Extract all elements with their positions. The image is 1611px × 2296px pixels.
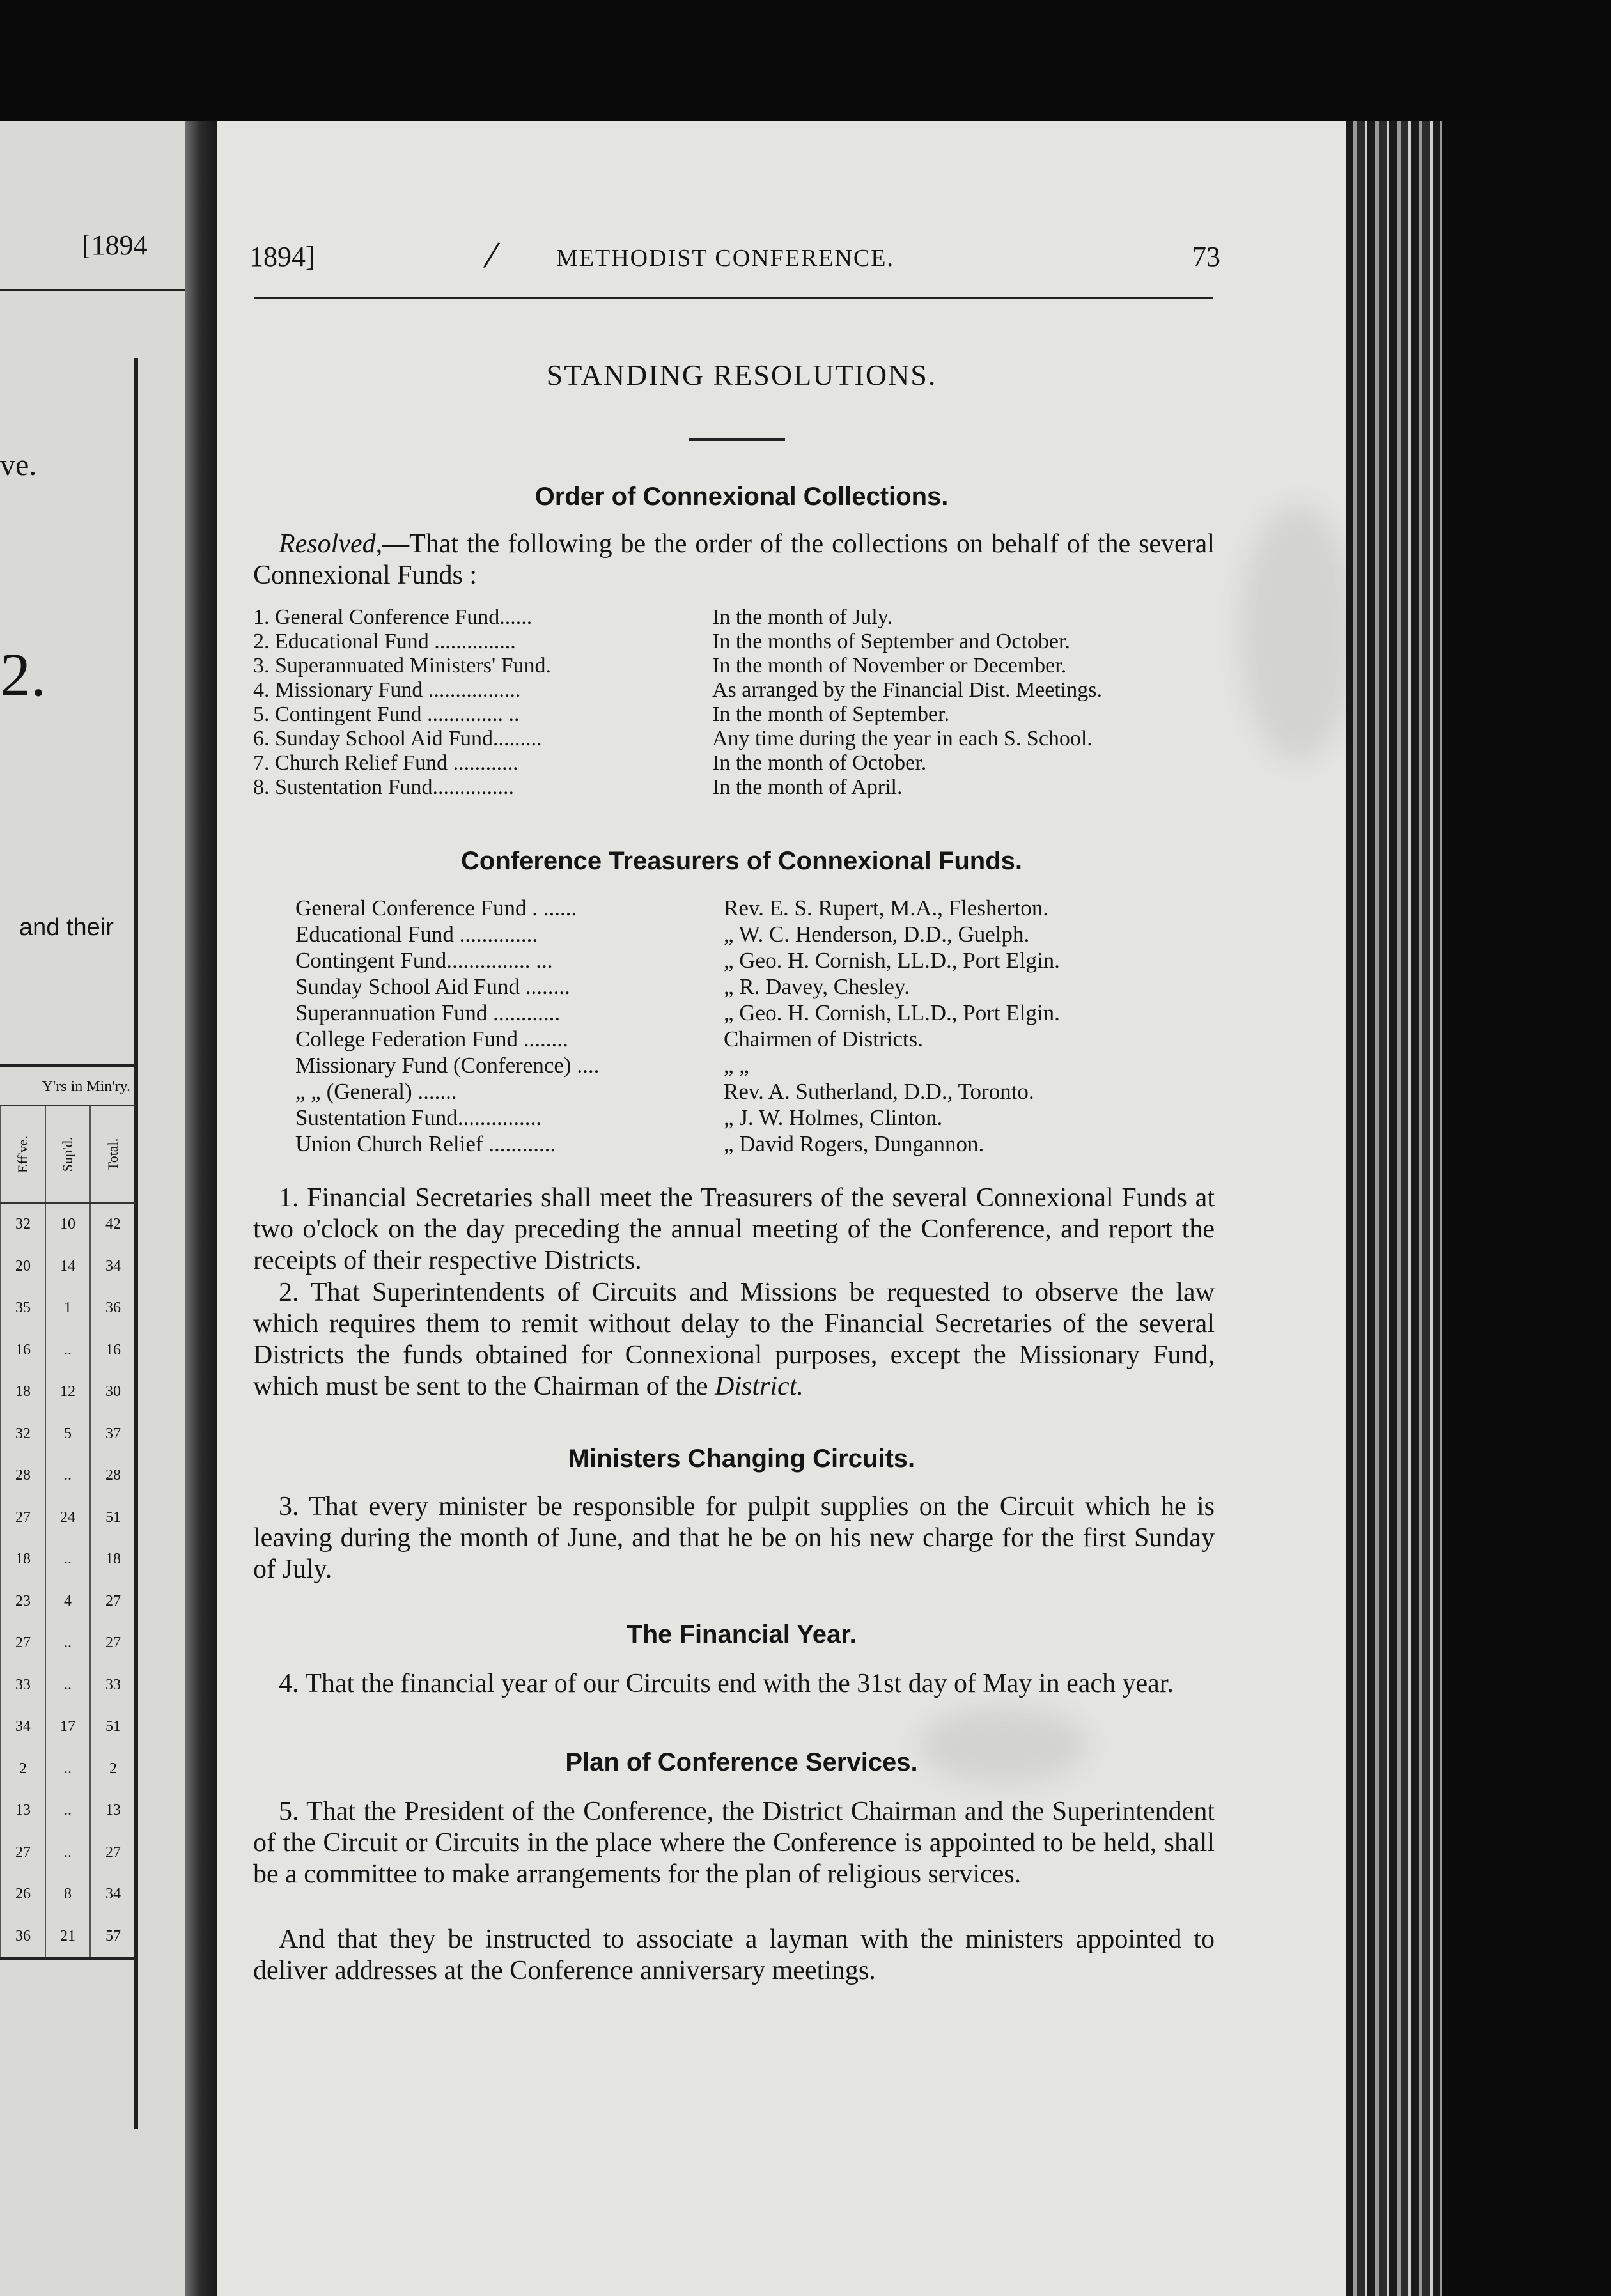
table-row xyxy=(0,1497,136,1539)
table-cell: .. xyxy=(45,1832,90,1874)
list-item xyxy=(295,947,1216,973)
fund-name: Union Church Relief ............ xyxy=(295,1131,556,1156)
table-cell: 28 xyxy=(90,1455,136,1497)
list-item xyxy=(295,1105,1216,1131)
title-rule xyxy=(689,438,785,441)
fund-name: 8. Sustentation Fund............... xyxy=(253,775,515,799)
fund-value: In the month of July. xyxy=(712,605,893,629)
fund-value: „ W. C. Henderson, D.D., Guelph. xyxy=(724,922,1030,947)
fund-name: General Conference Fund . ...... xyxy=(295,896,577,920)
table-row xyxy=(0,1246,136,1288)
fund-value: „ J. W. Holmes, Clinton. xyxy=(724,1105,943,1130)
table-cell: 5 xyxy=(45,1413,90,1455)
table-cell: 20 xyxy=(0,1246,45,1288)
collections-heading: Order of Connexional Collections. xyxy=(534,483,949,511)
resolution-1: 1. Financial Secretaries shall meet the Treasurers of the several Connexional Funds at two o'clock on the day preceding the annual meeting of the Conference, and report the receipts of their respective Districts. xyxy=(253,1183,1215,1275)
running-title: METHODIST CONFERENCE. xyxy=(556,245,894,272)
list-item xyxy=(253,775,1215,800)
list-item xyxy=(295,1000,1216,1026)
previous-page-fragment-2: 2. xyxy=(0,640,46,709)
fund-name: 5. Contingent Fund .............. .. xyxy=(253,702,520,726)
fund-name: 6. Sunday School Aid Fund......... xyxy=(253,727,542,750)
fund-name: College Federation Fund ........ xyxy=(295,1027,568,1051)
table-cell: 34 xyxy=(0,1706,45,1748)
plan-heading: Plan of Conference Services. xyxy=(565,1748,918,1776)
table-cell: 2 xyxy=(90,1748,136,1790)
table-cell: 23 xyxy=(0,1581,45,1623)
table-row xyxy=(0,1790,136,1832)
resolution-3: 3. That every minister be responsible for pulpit supplies on the Circuit which he is leaving during the month of June, and that he be on his new charge for the first Sunday of July. xyxy=(253,1492,1215,1584)
resolution-5: 5. That the President of the Conference, the District Chairman and the Superintendent of the Circuit or Circuits in the place where the Conference is appointed to be held, shall be a committee to make arrangements for the plan of religious services. xyxy=(253,1797,1215,1889)
table-cell: 14 xyxy=(45,1246,90,1288)
table-cell: 33 xyxy=(90,1664,136,1707)
table-cell: 16 xyxy=(0,1330,45,1372)
column-effective: Eff've. xyxy=(0,1106,45,1202)
background-dark xyxy=(1442,121,1611,2296)
previous-page-header: [1894 xyxy=(82,229,148,261)
fund-name: Educational Fund .............. xyxy=(295,922,538,947)
fund-value: As arranged by the Financial Dist. Meetings. xyxy=(712,678,1102,702)
table-cell: 13 xyxy=(0,1790,45,1832)
table-cell: .. xyxy=(45,1539,90,1581)
header-rule xyxy=(254,297,1213,299)
table-cell: 27 xyxy=(0,1497,45,1539)
table-cell: .. xyxy=(45,1455,90,1497)
table-cell: 24 xyxy=(45,1497,90,1539)
table-cell: 27 xyxy=(90,1832,136,1874)
table-cell: .. xyxy=(45,1622,90,1664)
treasurers-list xyxy=(295,895,1216,1157)
fund-value: „ R. Davey, Chesley. xyxy=(724,974,910,999)
column-superannuated: Sup'd. xyxy=(45,1106,90,1202)
table-cell: 34 xyxy=(90,1873,136,1916)
paper-stain xyxy=(1240,505,1355,761)
table-cell: 37 xyxy=(90,1413,136,1455)
table-cell: 36 xyxy=(0,1916,45,1958)
fund-value: Rev. A. Sutherland, D.D., Toronto. xyxy=(724,1079,1034,1104)
list-item xyxy=(295,1026,1216,1052)
table-row xyxy=(0,1371,136,1413)
table-row xyxy=(0,1916,136,1958)
resolution-2: 2. That Superintendents of Circuits and Missions be requested to observe the law which requires them to remit without delay to the Financial Secretaries of the several Districts the funds obtained for Connexional purposes, except the Missionary Fund, which must be sent to the Chairman of the District. xyxy=(253,1278,1215,1401)
financial-year-heading: The Financial Year. xyxy=(626,1620,857,1648)
table-cell: 33 xyxy=(0,1664,45,1707)
main-page xyxy=(217,121,1362,2296)
table-cell: .. xyxy=(45,1748,90,1790)
table-cell: 27 xyxy=(0,1622,45,1664)
table-row xyxy=(0,1622,136,1664)
list-item xyxy=(295,973,1216,1000)
list-item xyxy=(253,605,1215,630)
table-cell: 18 xyxy=(0,1371,45,1413)
table-cell: 51 xyxy=(90,1497,136,1539)
column-total: Total. xyxy=(90,1106,136,1202)
list-item xyxy=(253,727,1215,751)
table-cell: .. xyxy=(45,1330,90,1372)
table-cell: 2 xyxy=(0,1748,45,1790)
fund-name: 7. Church Relief Fund ............ xyxy=(253,751,518,775)
table-cell: 21 xyxy=(45,1916,90,1958)
table-cell: 27 xyxy=(0,1832,45,1874)
table-row xyxy=(0,1706,136,1748)
fund-value: In the months of September and October. xyxy=(712,630,1070,653)
list-item xyxy=(253,630,1215,654)
resolution-4: 4. That the financial year of our Circuits end with the 31st day of May in each year. xyxy=(279,1669,1174,1698)
table-row xyxy=(0,1413,136,1455)
table-cell: 35 xyxy=(0,1287,45,1330)
previous-page-fragment xyxy=(0,121,185,2296)
list-item xyxy=(295,921,1216,947)
header-pencil-mark: / xyxy=(481,231,502,279)
table-row xyxy=(0,1204,136,1246)
fund-name: 2. Educational Fund ............... xyxy=(253,630,516,653)
table-cell: .. xyxy=(45,1664,90,1707)
fund-value: In the month of November or December. xyxy=(712,654,1067,678)
district-italic: District. xyxy=(715,1372,804,1401)
fund-name: Sunday School Aid Fund ........ xyxy=(295,974,570,999)
table-row xyxy=(0,1748,136,1790)
table-cell: 16 xyxy=(90,1330,136,1372)
list-item xyxy=(253,678,1215,702)
fund-value: Chairmen of Districts. xyxy=(724,1027,924,1051)
section-title: STANDING RESOLUTIONS. xyxy=(546,359,937,391)
fund-value: Rev. E. S. Rupert, M.A., Flesherton. xyxy=(724,896,1049,920)
table-row xyxy=(0,1664,136,1707)
fund-name: 3. Superannuated Ministers' Fund. xyxy=(253,654,552,678)
table-cell: 27 xyxy=(90,1581,136,1623)
table-cell: .. xyxy=(45,1790,90,1832)
fund-name: 1. General Conference Fund...... xyxy=(253,605,533,629)
collections-intro xyxy=(253,529,1215,591)
years-in-ministry-title: Y'rs in Min'ry. xyxy=(42,1078,130,1095)
table-row xyxy=(0,1581,136,1623)
table-cell: 18 xyxy=(90,1539,136,1581)
fund-value: In the month of September. xyxy=(712,702,950,726)
table-cell: 10 xyxy=(45,1204,90,1246)
table-cell: 32 xyxy=(0,1413,45,1455)
table-row xyxy=(0,1287,136,1330)
table-row xyxy=(0,1455,136,1497)
table-row xyxy=(0,1330,136,1372)
collections-intro-text: —That the following be the order of the collections on behalf of the several Connexional Funds : xyxy=(253,529,1215,590)
table-cell: 30 xyxy=(90,1371,136,1413)
fund-value: „ David Rogers, Dungannon. xyxy=(724,1131,984,1156)
fund-value: „ Geo. H. Cornish, LL.D., Port Elgin. xyxy=(724,1000,1060,1025)
table-cell: 12 xyxy=(45,1371,90,1413)
fund-value: „ Geo. H. Cornish, LL.D., Port Elgin. xyxy=(724,948,1060,973)
table-cell: 34 xyxy=(90,1246,136,1288)
previous-page-rule xyxy=(0,289,185,291)
table-cell: 51 xyxy=(90,1706,136,1748)
table-cell: 26 xyxy=(0,1873,45,1916)
header-year: 1894] xyxy=(249,241,315,272)
table-row xyxy=(0,1539,136,1581)
table-cell: 42 xyxy=(90,1204,136,1246)
table-cell: 32 xyxy=(0,1204,45,1246)
table-cell: 8 xyxy=(45,1873,90,1916)
table-cell: 27 xyxy=(90,1622,136,1664)
table-cell: 1 xyxy=(45,1287,90,1330)
previous-page-fragment-their: and their xyxy=(19,914,114,941)
table-row xyxy=(0,1873,136,1916)
list-item xyxy=(295,1131,1216,1157)
list-item xyxy=(253,654,1215,678)
fund-name: 4. Missionary Fund ................. xyxy=(253,678,521,702)
list-item xyxy=(253,702,1215,727)
list-item xyxy=(295,1078,1216,1105)
table-cell: 4 xyxy=(45,1581,90,1623)
table-cell: 18 xyxy=(0,1539,45,1581)
page-edges xyxy=(1346,121,1442,2296)
table-cell: 13 xyxy=(90,1790,136,1832)
table-cell: 57 xyxy=(90,1916,136,1958)
list-item xyxy=(295,895,1216,921)
treasurers-heading: Conference Treasurers of Connexional Funds. xyxy=(461,847,1022,875)
list-item xyxy=(295,1052,1216,1078)
fund-value: In the month of October. xyxy=(712,751,927,775)
table-cell: 17 xyxy=(45,1706,90,1748)
list-item xyxy=(253,751,1215,775)
table-row xyxy=(0,1832,136,1874)
page-number: 73 xyxy=(1192,241,1220,272)
fund-value: Any time during the year in each S. School. xyxy=(712,727,1093,750)
table-cell: 28 xyxy=(0,1455,45,1497)
years-in-ministry-header xyxy=(0,1067,136,1106)
fund-name: Sustentation Fund............... xyxy=(295,1105,542,1130)
fund-name: Superannuation Fund ............ xyxy=(295,1000,561,1025)
fund-value: „ „ xyxy=(724,1053,749,1078)
years-in-ministry-rows xyxy=(0,1204,136,1957)
resolution-5-continued: And that they be instructed to associate a layman with the ministers appointed to deliver addresses at the Conference anniversary meetings. xyxy=(253,1925,1215,1985)
fund-name: Missionary Fund (Conference) .... xyxy=(295,1053,600,1078)
ministers-heading: Ministers Changing Circuits. xyxy=(568,1445,915,1473)
collections-list xyxy=(253,605,1215,800)
table-cell: 36 xyxy=(90,1287,136,1330)
resolved-italic: Resolved, xyxy=(279,529,383,559)
previous-page-fragment-ve: ve. xyxy=(0,448,37,482)
years-in-ministry-table xyxy=(0,1064,136,1960)
years-in-ministry-columns xyxy=(0,1106,136,1204)
fund-name: „ „ (General) ....... xyxy=(295,1079,457,1104)
fund-name: Contingent Fund............... ... xyxy=(295,948,553,973)
fund-value: In the month of April. xyxy=(712,775,903,799)
